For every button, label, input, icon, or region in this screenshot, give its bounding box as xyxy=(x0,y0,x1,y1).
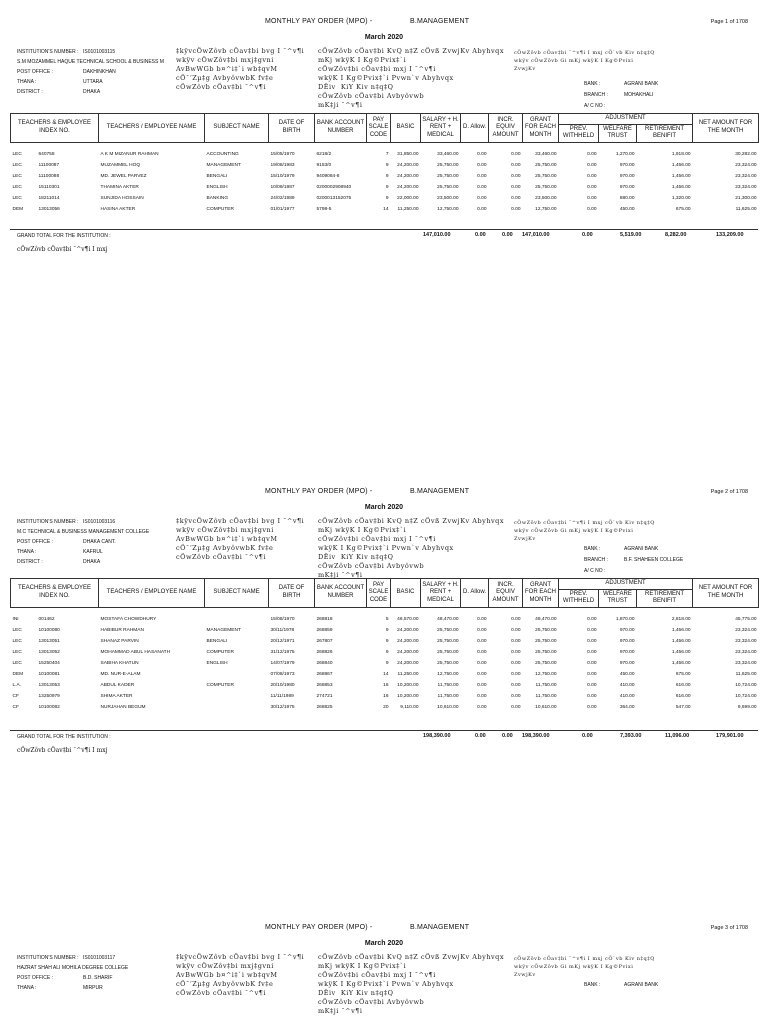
grand-total-label: GRAND TOTAL FOR THE INSTITUTION : xyxy=(17,233,111,239)
pay-order-page-2 xyxy=(0,440,768,880)
col-adjustment-header: ADJUSTMENT xyxy=(559,579,693,590)
col-subject-header: SUBJECT NAME xyxy=(205,114,269,143)
branch-name: MOHAKHALI xyxy=(624,92,654,98)
thana-label: THANA : xyxy=(17,79,37,85)
report-title: MONTHLY PAY ORDER (MPO) - xyxy=(265,18,373,25)
district: DHAKA xyxy=(83,559,101,565)
district-label: DISTRICT : xyxy=(17,559,43,565)
bangla-note-1: ‡kÿvcÖwZôvb cÖav‡bi bvg I ¯^v¶i wkÿv cÖwZôv‡bi mxj‡gvni AvBwWGb b¤^i‡`i wb‡qvM cÖ¯‘Zµ‡g AvbyôvwbK fv‡e cÖwZôvb cÖav‡bi ¯^v¶i xyxy=(176,953,305,997)
bank-name: AGRANI BANK xyxy=(624,546,659,552)
table-row: LEC 10100080 HABIBUR RAHMAN MANAGEMENT 30/11/1978 268859 9 24,200.00 25,750.00 0.00 0.00 25,750.00 0.00 970.00 1,456.00 23,324.00 xyxy=(12,627,757,633)
report-department: B.MANAGEMENT xyxy=(410,924,470,931)
table-row: DEM 13013056 HASINA AKTER COMPUTER 01/01/1977 5798-5 14 11,250.00 12,750.00 0.00 0.00 12,750.00 0.00 450.00 675.00 11,625.00 xyxy=(12,206,757,212)
total-welfare: 5,519.00 xyxy=(620,232,642,238)
post-office-label: POST OFFICE : xyxy=(17,975,54,981)
total-net: 179,901.00 xyxy=(716,733,744,739)
totals-divider xyxy=(10,229,758,230)
col-grant-header: GRANT FOR EACH MONTH xyxy=(523,114,559,143)
table-row: CF 10100082 NURJAHAN BEGUM 30/12/1975 268825 20 9,110.00 10,610.00 0.00 0.00 10,610.00 0.00 364.00 547.00 9,699.00 xyxy=(12,704,757,710)
institution-info xyxy=(17,953,128,993)
table-row: LEC 13013052 MOHAMMAD ABUL HASANATH COMPUTER 31/12/1975 268826 9 24,200.00 25,750.00 0.00 0.00 25,750.00 0.00 970.00 1,456.00 23,324.00 xyxy=(12,649,757,655)
bank-label: BANK : xyxy=(584,546,601,552)
institution-name: S.M MOZAMMEL HAQUE TECHNICAL SCHOOL & BUSINESS M xyxy=(17,59,164,65)
col-name-header: TEACHERS / EMPLOYEE NAME xyxy=(99,114,205,143)
col-retirement-header: RETIREMENT BENIFIT xyxy=(637,124,693,142)
table-row: INI 001462 MOSTAFA CHOWDHURY 15/08/1970 268818 5 46,570.00 48,470.00 0.00 0.00 48,470.00 0.00 1,870.00 2,818.00 45,775.00 xyxy=(12,616,757,622)
bangla-note-2: cÖwZôvb cÖav‡bi KvQ n‡Z cÖvß ZvwjKv Abyhvqx mKj wkÿK I Kg©Pvix‡`i cÖwZôv‡bi cÖav‡bi mxj I ¯^v¶i wkÿK I Kg©Pvix‡`i Pvwn`v Abyhvqx DËiv KiY Kiv n‡q‡Q cÖwZôvb cÖav‡bi Avbyôvwb mK‡ji ¯^v¶i xyxy=(318,953,504,1015)
col-prev-header: PREV. WITHHELD xyxy=(559,589,599,607)
total-dallow: 0.00 xyxy=(475,733,486,739)
col-incr-header: INCR. EQUIV AMOUNT xyxy=(489,579,523,608)
thana: UTTARA xyxy=(83,79,103,85)
branch-label: BRANCH : xyxy=(584,92,608,98)
report-month: March 2020 xyxy=(364,504,404,511)
branch-label: BRANCH : xyxy=(584,557,608,563)
bangla-note-1: ‡kÿvcÖwZôvb cÖav‡bi bvg I ¯^v¶i wkÿv cÖwZôv‡bi mxj‡gvni AvBwWGb b¤^i‡`i wb‡qvM cÖ¯‘Zµ‡g AvbyôvwbK fv‡e cÖwZôvb cÖav‡bi ¯^v¶i xyxy=(176,47,305,91)
total-incr: 0.00 xyxy=(502,232,513,238)
thana: MIRPUR xyxy=(83,985,103,991)
col-grant-header: GRANT FOR EACH MONTH xyxy=(523,579,559,608)
col-basic-header: BASIC xyxy=(391,114,421,143)
thana: KAFRUL xyxy=(83,549,103,555)
bangla-note-2: cÖwZôvb cÖav‡bi KvQ n‡Z cÖvß ZvwjKv Abyhvqx mKj wkÿK I Kg©Pvix‡`i cÖwZôv‡bi cÖav‡bi mxj I ¯^v¶i wkÿK I Kg©Pvix‡`i Pvwn`v Abyhvqx DËiv KiY Kiv n‡q‡Q cÖwZôvb cÖav‡bi Avbyôvwb mK‡ji ¯^v¶i xyxy=(318,47,504,109)
table-row: LEC 13013051 SHANAZ PARVIN BENGALI 20/12/1971 267807 9 24,200.00 25,750.00 0.00 0.00 25,750.00 0.00 970.00 1,456.00 23,324.00 xyxy=(12,638,757,644)
institution-number: IS0101003117 xyxy=(83,955,116,961)
institution-name: M.C TECHNICAL & BUSINESS MANAGEMENT COLLEGE xyxy=(17,529,150,535)
bank-name: AGRANI BANK xyxy=(624,982,659,988)
bank-label: BANK : xyxy=(584,81,601,87)
totals-divider xyxy=(10,730,758,731)
col-adjustment-header: ADJUSTMENT xyxy=(559,114,693,125)
institution-number-label: INSTITUTION'S NUMBER : xyxy=(17,955,79,961)
institution-info xyxy=(17,47,164,97)
institution-info xyxy=(17,517,149,567)
table-row: L.A. 13013053 ABDUL KADER COMPUTER 20/10/1980 268853 16 10,200.00 11,750.00 0.00 0.00 11,750.00 0.00 410.00 616.00 10,724.00 xyxy=(12,682,757,688)
table-row: LEC 640758 A K M MIZANUR RAHMAN ACCOUNTING 15/05/1970 6218/2 7 31,850.00 33,460.00 0.00 0.00 33,460.00 0.00 1,270.00 1,918.00 30,282.00 xyxy=(12,151,757,157)
col-net-header: NET AMOUNT FOR THE MONTH xyxy=(693,579,759,608)
table-row: LEC 18211014 SUNJIDA HOSSAIN BANKING 24/02/1989 0200013152075 9 22,000.00 23,500.00 0.00 0.00 23,500.00 0.00 880.00 1,320.00 21,300.00 xyxy=(12,195,757,201)
col-index-header: TEACHERS & EMPLOYEE INDEX NO. xyxy=(11,579,99,608)
total-prev: 0.00 xyxy=(582,232,593,238)
district: DHAKA xyxy=(83,89,101,95)
institution-number-label: INSTITUTION'S NUMBER : xyxy=(17,519,79,525)
table-row: DEM 10100081 MD. NUR-E-ALAM 07/08/1973 268867 14 11,250.00 12,750.00 0.00 0.00 12,750.00 0.00 450.00 675.00 11,625.00 xyxy=(12,671,757,677)
table-row: LEC 11100087 MUZAMMEL HOQ MANAGEMENT 19/08/1983 9153/0 9 24,200.00 25,750.00 0.00 0.00 25,750.00 0.00 970.00 1,456.00 23,324.00 xyxy=(12,162,757,168)
total-dallow: 0.00 xyxy=(475,232,486,238)
col-incr-header: INCR. EQUIV AMOUNT xyxy=(489,114,523,143)
post-office: B.D. SHARIF xyxy=(83,975,113,981)
col-salary-header: SALARY + H. RENT + MEDICAL xyxy=(421,579,461,608)
report-month: March 2020 xyxy=(364,940,404,947)
pay-order-page-1 xyxy=(0,0,768,440)
post-office: DHAKA CANT. xyxy=(83,539,116,545)
total-welfare: 7,393.00 xyxy=(620,733,642,739)
col-salary-header: SALARY + H. RENT + MEDICAL xyxy=(421,114,461,143)
institution-number-label: INSTITUTION'S NUMBER : xyxy=(17,49,79,55)
footer-note: cÖwZôvb cÖav‡bi ¯^v¶i I mxj xyxy=(17,747,108,754)
col-prev-header: PREV. WITHHELD xyxy=(559,124,599,142)
bangla-note-3: cÖwZôvb cÖav‡bi ¯^v¶i I mxj cÖ`vb Kiv n‡q‡Q wkÿv cÖwZôvb Gi mKj wkÿK I Kg©Pvixi ZvwjKv xyxy=(514,50,655,72)
bangla-note-2: cÖwZôvb cÖav‡bi KvQ n‡Z cÖvß ZvwjKv Abyhvqx mKj wkÿK I Kg©Pvix‡`i cÖwZôv‡bi cÖav‡bi mxj I ¯^v¶i wkÿK I Kg©Pvix‡`i Pvwn`v Abyhvqx DËiv KiY Kiv n‡q‡Q cÖwZôvb cÖav‡bi Avbyôvwb mK‡ji ¯^v¶i xyxy=(318,517,504,579)
col-dob-header: DATE OF BIRTH xyxy=(269,114,315,143)
page-number: Page 2 of 1708 xyxy=(710,489,748,495)
institution-name: HAZRAT SHAH ALI MOHILA DEGREE COLLEGE xyxy=(17,965,129,971)
pay-table xyxy=(10,113,759,215)
col-name-header: TEACHERS / EMPLOYEE NAME xyxy=(99,579,205,608)
col-account-header: BANK ACCOUNT NUMBER xyxy=(315,114,367,143)
report-title: MONTHLY PAY ORDER (MPO) - xyxy=(265,488,373,495)
col-dallow-header: D. Allow. xyxy=(461,114,489,143)
col-welfare-header: WELFARE TRUST xyxy=(599,124,637,142)
post-office: DAKHINKHAN xyxy=(83,69,116,75)
footer-note: cÖwZôvb cÖav‡bi ¯^v¶i I mxj xyxy=(17,246,108,253)
grand-total-label: GRAND TOTAL FOR THE INSTITUTION : xyxy=(17,734,111,740)
pay-order-page-3 xyxy=(0,880,768,1024)
ac-no-label: A/ C NO : xyxy=(584,103,606,109)
bank-label: BANK : xyxy=(584,982,601,988)
col-retirement-header: RETIREMENT BENIFIT xyxy=(637,589,693,607)
total-salary: 198,390.00 xyxy=(423,733,451,739)
bangla-note-3: cÖwZôvb cÖav‡bi ¯^v¶i I mxj cÖ`vb Kiv n‡q‡Q wkÿv cÖwZôvb Gi mKj wkÿK I Kg©Pvixi ZvwjKv xyxy=(514,956,655,978)
total-grant: 198,390.00 xyxy=(522,733,550,739)
total-prev: 0.00 xyxy=(582,733,593,739)
thana-label: THANA : xyxy=(17,985,37,991)
institution-number: IS0101003116 xyxy=(83,519,116,525)
report-department: B.MANAGEMENT xyxy=(410,18,470,25)
bangla-note-3: cÖwZôvb cÖav‡bi ¯^v¶i I mxj cÖ`vb Kiv n‡q‡Q wkÿv cÖwZôvb Gi mKj wkÿK I Kg©Pvixi ZvwjKv xyxy=(514,520,655,542)
total-salary: 147,010.00 xyxy=(423,232,451,238)
col-account-header: BANK ACCOUNT NUMBER xyxy=(315,579,367,608)
page-number: Page 1 of 1708 xyxy=(710,19,748,25)
total-incr: 0.00 xyxy=(502,733,513,739)
col-index-header: TEACHERS & EMPLOYEE INDEX NO. xyxy=(11,114,99,143)
col-scale-header: PAY SCALE CODE xyxy=(367,114,391,143)
institution-number: IS0101003115 xyxy=(83,49,116,55)
ac-no-label: A/ C NO : xyxy=(584,568,606,574)
col-welfare-header: WELFARE TRUST xyxy=(599,589,637,607)
total-retirement: 11,096.00 xyxy=(665,733,690,739)
bangla-note-1: ‡kÿvcÖwZôvb cÖav‡bi bvg I ¯^v¶i wkÿv cÖwZôv‡bi mxj‡gvni AvBwWGb b¤^i‡`i wb‡qvM cÖ¯‘Zµ‡g AvbyôvwbK fv‡e cÖwZôvb cÖav‡bi ¯^v¶i xyxy=(176,517,305,561)
page-number: Page 3 of 1708 xyxy=(710,925,748,931)
bank-info xyxy=(584,544,683,577)
report-title: MONTHLY PAY ORDER (MPO) - xyxy=(265,924,373,931)
thana-label: THANA : xyxy=(17,549,37,555)
post-office-label: POST OFFICE : xyxy=(17,539,54,545)
col-subject-header: SUBJECT NAME xyxy=(205,579,269,608)
col-basic-header: BASIC xyxy=(391,579,421,608)
col-scale-header: PAY SCALE CODE xyxy=(367,579,391,608)
bank-info xyxy=(584,79,658,112)
total-retirement: 8,282.00 xyxy=(665,232,687,238)
table-row: CF 13250979 SHIMA AKTER 11/11/1989 274721 16 10,200.00 11,750.00 0.00 0.00 11,750.00 0.00 410.00 616.00 10,724.00 xyxy=(12,693,757,699)
bank-info xyxy=(584,980,658,991)
pay-table xyxy=(10,578,759,713)
table-row: LEC 15250404 SABIHA KHATUN ENGLISH 14/07/1979 268840 9 24,200.00 25,750.00 0.00 0.00 25,750.00 0.00 970.00 1,456.00 23,324.00 xyxy=(12,660,757,666)
report-department: B.MANAGEMENT xyxy=(410,488,470,495)
col-net-header: NET AMOUNT FOR THE MONTH xyxy=(693,114,759,143)
total-grant: 147,010.00 xyxy=(522,232,550,238)
district-label: DISTRICT : xyxy=(17,89,43,95)
report-month: March 2020 xyxy=(364,34,404,41)
branch-name: B.F. SHAHEEN COLLEGE xyxy=(624,557,684,563)
col-dob-header: DATE OF BIRTH xyxy=(269,579,315,608)
post-office-label: POST OFFICE : xyxy=(17,69,54,75)
table-row: LEC 15110301 THAMINA AKTER ENGLISH 10/09/1987 0200002908940 9 24,200.00 25,750.00 0.00 0.00 25,750.00 0.00 970.00 1,456.00 23,324.00 xyxy=(12,184,757,190)
col-dallow-header: D. Allow. xyxy=(461,579,489,608)
bank-name: AGRANI BANK xyxy=(624,81,659,87)
table-row: LEC 11100088 MD. JEWEL PARVEZ BENGALI 15/10/1979 9409084-8 9 24,200.00 25,750.00 0.00 0.00 25,750.00 0.00 970.00 1,456.00 23,324.00 xyxy=(12,173,757,179)
total-net: 133,209.00 xyxy=(716,232,744,238)
